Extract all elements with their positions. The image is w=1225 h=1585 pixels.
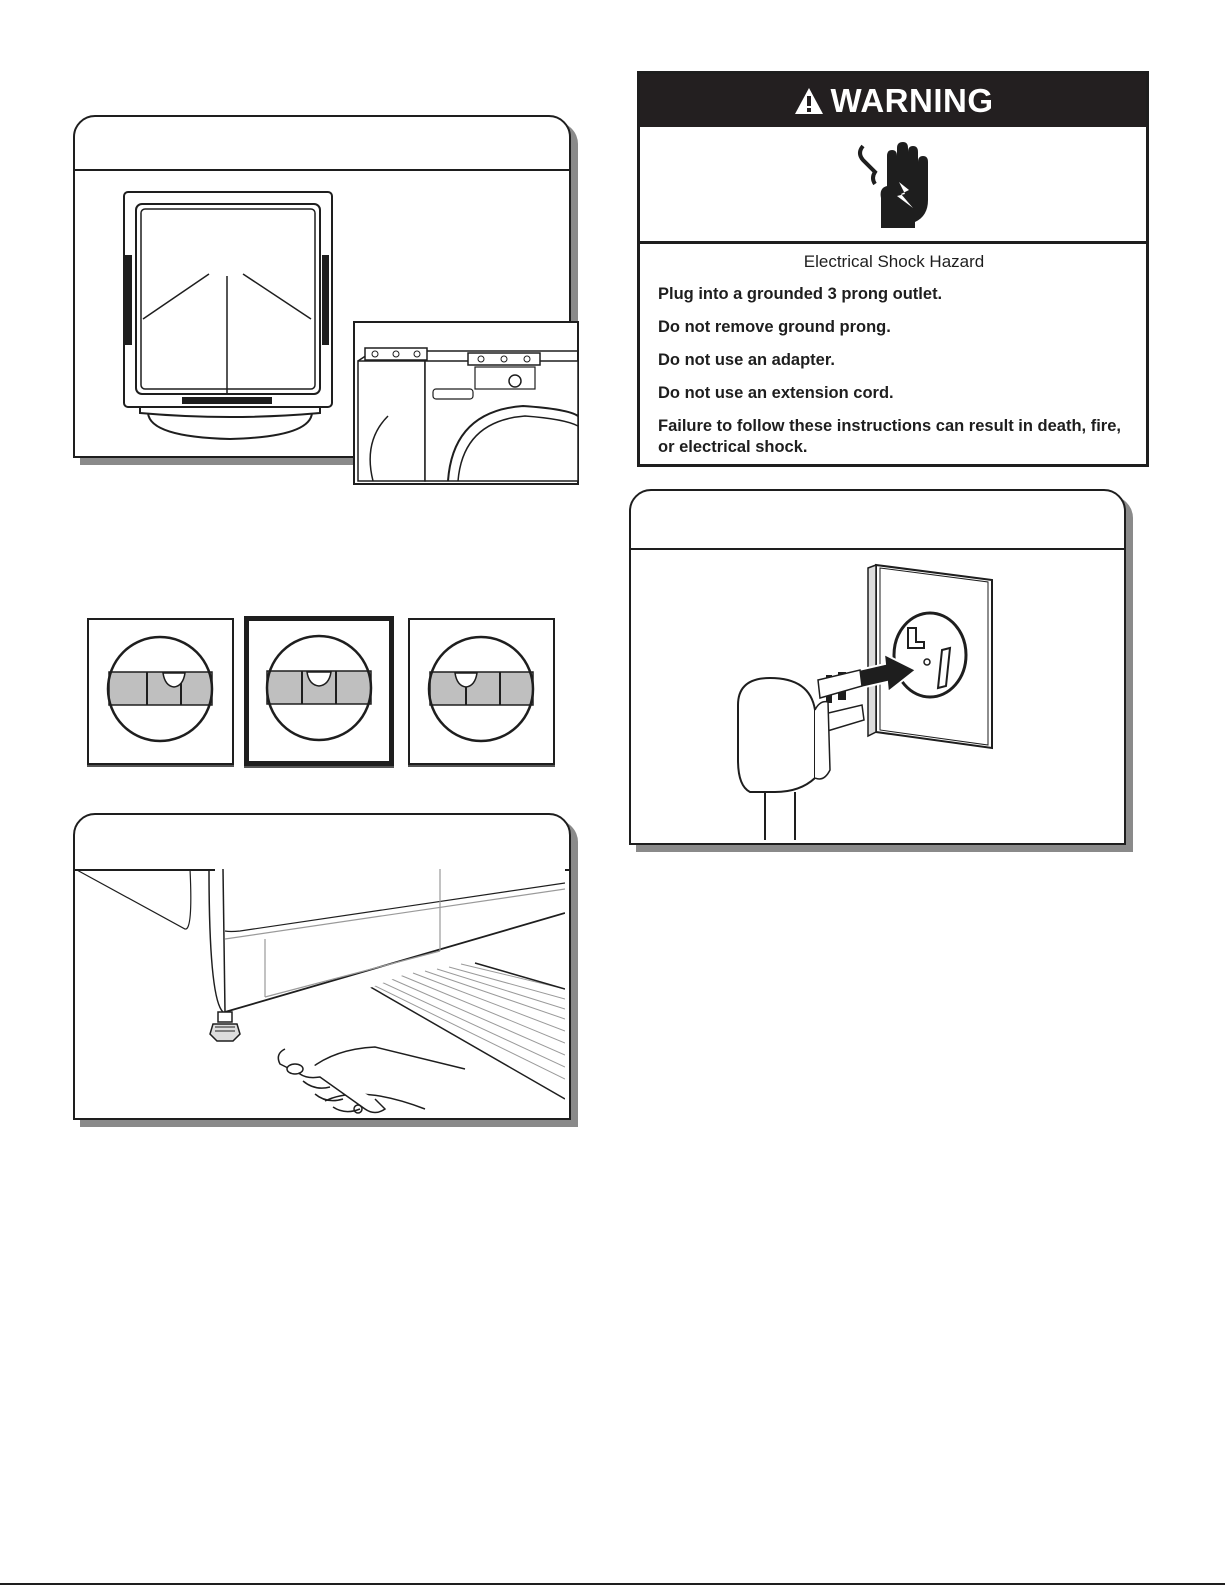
warning-triangle-icon [793,86,825,116]
warning-line-3: Do not use an adapter. [658,351,835,369]
dryer-level-inset-illustration [353,321,579,485]
level-box-right [408,618,555,765]
electrical-shock-hand-icon [853,138,933,230]
warning-line-5: Failure to follow these instructions can result in death, fire, or electrical shock. [658,417,1121,456]
level-bubble-left-off [89,620,232,763]
plug-into-outlet-illustration [720,560,1010,842]
dryer-top-level-illustration [110,185,350,450]
warning-line-1: Plug into a grounded 3 prong outlet. [658,285,943,303]
level-bubble-centered [249,621,389,761]
electrical-shock-warning [637,71,1149,467]
level-bubble-right-off [410,620,553,763]
level-box-center [244,616,394,766]
panel-header [75,815,569,871]
warning-header [640,74,1146,127]
warning-icon-row [640,127,1146,244]
leveling-leg-wrench-illustration [75,869,565,1116]
warning-title: WARNING [830,81,994,119]
panel-header [631,491,1124,550]
panel-header [75,117,569,171]
hazard-title: Electrical Shock Hazard [803,252,985,271]
warning-line-4: Do not use an extension cord. [658,384,894,402]
warning-body [658,252,1130,470]
warning-line-2: Do not remove ground prong. [658,318,891,336]
level-box-left [87,618,234,765]
